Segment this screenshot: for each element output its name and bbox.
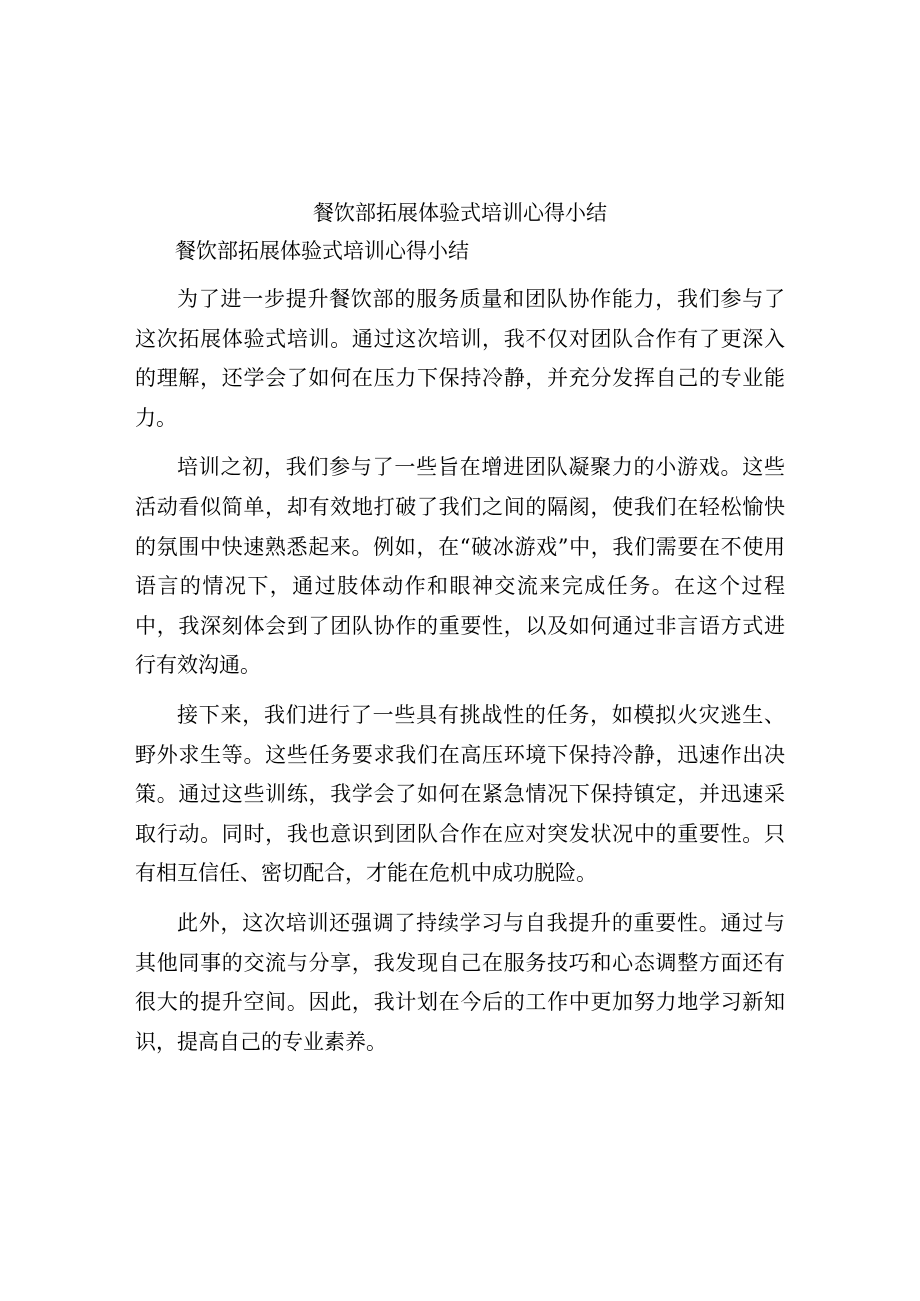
document-body xyxy=(135,194,785,1062)
paragraph-4: 此外，这次培训还强调了持续学习与自我提升的重要性。通过与其他同事的交流与分享，我发现自己在服务技巧和心态调整方面还有很大的提升空间。因此，我计划在今后的工作中更加努力地学习新知识，提高自己的专业素养。 xyxy=(135,910,785,1054)
paragraph-2: 培训之初，我们参与了一些旨在增进团队凝聚力的小游戏。这些活动看似简单，却有效地打破了我们之间的隔阂，使我们在轻松愉快的氛围中快速熟悉起来。例如，在“破冰游戏”中，我们需要在不使用语言的情况下，通过肢体动作和眼神交流来完成任务。在这个过程中，我深刻体会到了团队协作的重要性，以及如何通过非言语方式进行有效沟通。 xyxy=(135,455,785,678)
paragraph-3: 接下来，我们进行了一些具有挑战性的任务，如模拟火灾逃生、野外求生等。这些任务要求我们在高压环境下保持冷静，迅速作出决策。通过这些训练，我学会了如何在紧急情况下保持镇定，并迅速采取行动。同时，我也意识到团队合作在应对突发状况中的重要性。只有相互信任、密切配合，才能在危机中成功脱险。 xyxy=(135,702,785,886)
document-title: 餐饮部拓展体验式培训心得小结 xyxy=(313,201,607,225)
paragraph-1: 为了进一步提升餐饮部的服务质量和团队协作能力，我们参与了这次拓展体验式培训。通过这次培训，我不仅对团队合作有了更深入的理解，还学会了如何在压力下保持冷静，并充分发挥自己的专业能力。 xyxy=(135,287,785,430)
document-subtitle: 餐饮部拓展体验式培训心得小结 xyxy=(175,239,469,263)
